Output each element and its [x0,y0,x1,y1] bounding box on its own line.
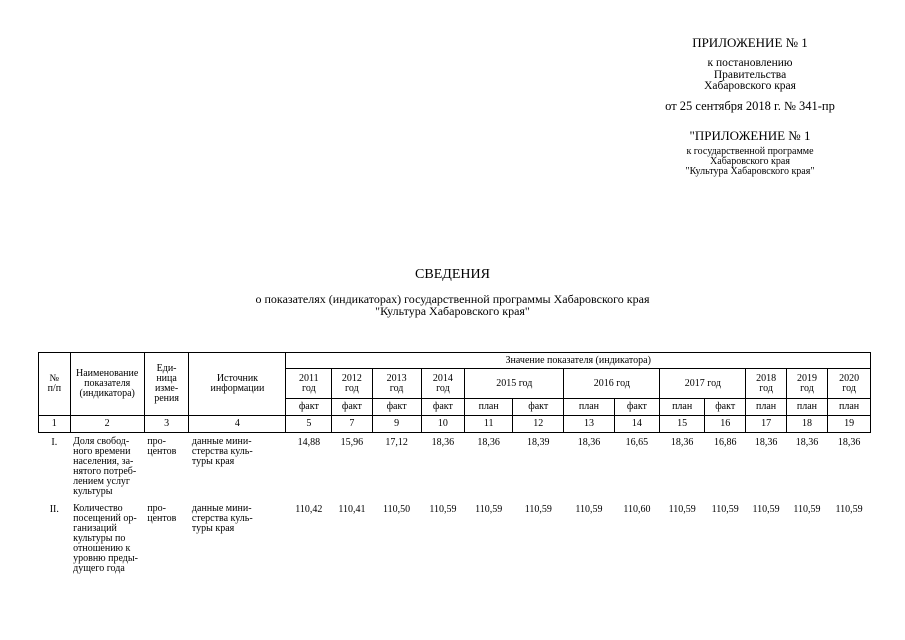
source: данные мини- стерства куль- туры края [191,436,253,467]
program-appendix-line: к государственной программе [686,146,814,157]
header-value-kind: план [828,399,871,416]
row-number: II. [49,504,59,515]
source: данные мини- стерства куль- туры края [191,503,253,534]
document-subtitle: о показателях (индикаторах) государственной программы Хабаровского края [255,292,650,306]
indicator-value: 18,36 [837,437,861,448]
indicator-value: 17,12 [385,437,408,448]
indicator-value: 110,59 [711,504,739,515]
indicator-value: 14,88 [297,437,321,448]
column-number: 5 [286,416,332,433]
indicator-value: 110,59 [475,504,503,515]
indicator-value: 110,59 [668,504,696,515]
header-year: 2011 год [286,369,332,399]
indicator-value: 110,59 [575,504,603,515]
column-number: 17 [746,416,786,433]
appendix-line: Хабаровского края [704,80,796,92]
indicator-value: 15,96 [340,437,364,448]
header-value-kind: факт [332,399,372,416]
appendix-title: ПРИЛОЖЕНИЕ № 1 [692,35,808,50]
indicator-value: 110,59 [429,504,457,515]
document-title: СВЕДЕНИЯ [415,267,490,282]
program-appendix-line: Хабаровского края [710,156,790,167]
column-number: 2 [70,416,144,433]
indicator-value: 18,36 [577,437,601,448]
indicator-value: 18,36 [477,437,500,448]
column-number: 13 [564,416,614,433]
column-number: 15 [660,416,705,433]
document-header [0,268,905,317]
header-year: 2012 год [332,369,372,399]
header-year: 2014 год [421,369,465,399]
column-number: 18 [786,416,827,433]
header-value-kind: план [465,399,513,416]
indicator-value: 110,59 [752,504,780,515]
header-year: 2019 год [786,369,827,399]
column-number: 14 [614,416,660,433]
column-number: 10 [421,416,465,433]
header-unit: Еди- ница изме- рения [144,353,189,416]
program-appendix-title: "ПРИЛОЖЕНИЕ № 1 [689,128,811,143]
header-indicator-name: Наименование показателя (индикатора) [70,353,144,416]
indicators-table [38,352,871,589]
column-number: 19 [828,416,871,433]
unit: про- центов [147,436,177,457]
indicator-value: 18,36 [754,437,778,448]
header-year: 2013 год [372,369,421,399]
header-value-kind: факт [286,399,332,416]
column-number: 16 [705,416,746,433]
indicator-value: 18,36 [795,437,819,448]
header-value-kind: план [660,399,705,416]
indicator-name: Количество посещений ор- ганизаций культуры по отношению к уровню преды- дущего года [73,503,138,574]
header-year: 2017 год [660,369,746,399]
indicator-value: 16,86 [713,437,737,448]
header-value-kind: факт [513,399,564,416]
indicator-value: 110,59 [524,504,552,515]
header-year: 2016 год [564,369,660,399]
column-number: 9 [372,416,421,433]
document-subtitle-program: "Культура Хабаровского края" [375,304,530,318]
header-value-kind: факт [421,399,465,416]
program-appendix-line: "Культура Хабаровского края" [685,166,815,177]
indicator-value: 110,59 [793,504,821,515]
program-appendix-block [610,129,890,177]
appendix-block [610,36,890,112]
column-number: 4 [189,416,286,433]
table-row [39,437,871,504]
column-number: 1 [39,416,71,433]
indicator-value: 18,36 [670,437,694,448]
header-value-kind: факт [705,399,746,416]
indicator-value: 110,41 [338,504,366,515]
indicator-value: 16,65 [625,437,649,448]
header-value-kind: план [564,399,614,416]
indicator-value: 110,42 [295,504,323,515]
indicator-name: Доля свобод- ного времени населения, за- нятого потреб- лением услуг культуры [73,436,137,497]
appendix-line: к постановлению [707,57,793,69]
row-number: I. [51,437,58,448]
column-number: 7 [332,416,372,433]
header-year: 2018 год [746,369,786,399]
header-year: 2020 год [828,369,871,399]
column-number: 12 [513,416,564,433]
header-value-kind: план [746,399,786,416]
header-year: 2015 год [465,369,564,399]
header-source: Источник информации [189,353,286,416]
appendix-date: от 25 сентября 2018 г. № 341-пр [665,98,835,113]
column-number: 3 [144,416,189,433]
header-value-kind: факт [372,399,421,416]
indicator-value: 18,39 [527,437,550,448]
indicator-value: 110,60 [623,504,651,515]
appendix-line: Правительства [713,68,787,81]
header-value-group: Значение показателя (индикатора) [286,353,871,369]
indicator-value: 110,59 [835,504,863,515]
unit: про- центов [147,503,177,524]
header-value-kind: факт [614,399,660,416]
header-num: № п/п [39,353,71,416]
indicator-value: 18,36 [431,437,455,448]
header-value-kind: план [786,399,827,416]
table-row [39,504,871,589]
indicator-value: 110,50 [383,504,411,515]
column-number: 11 [465,416,513,433]
